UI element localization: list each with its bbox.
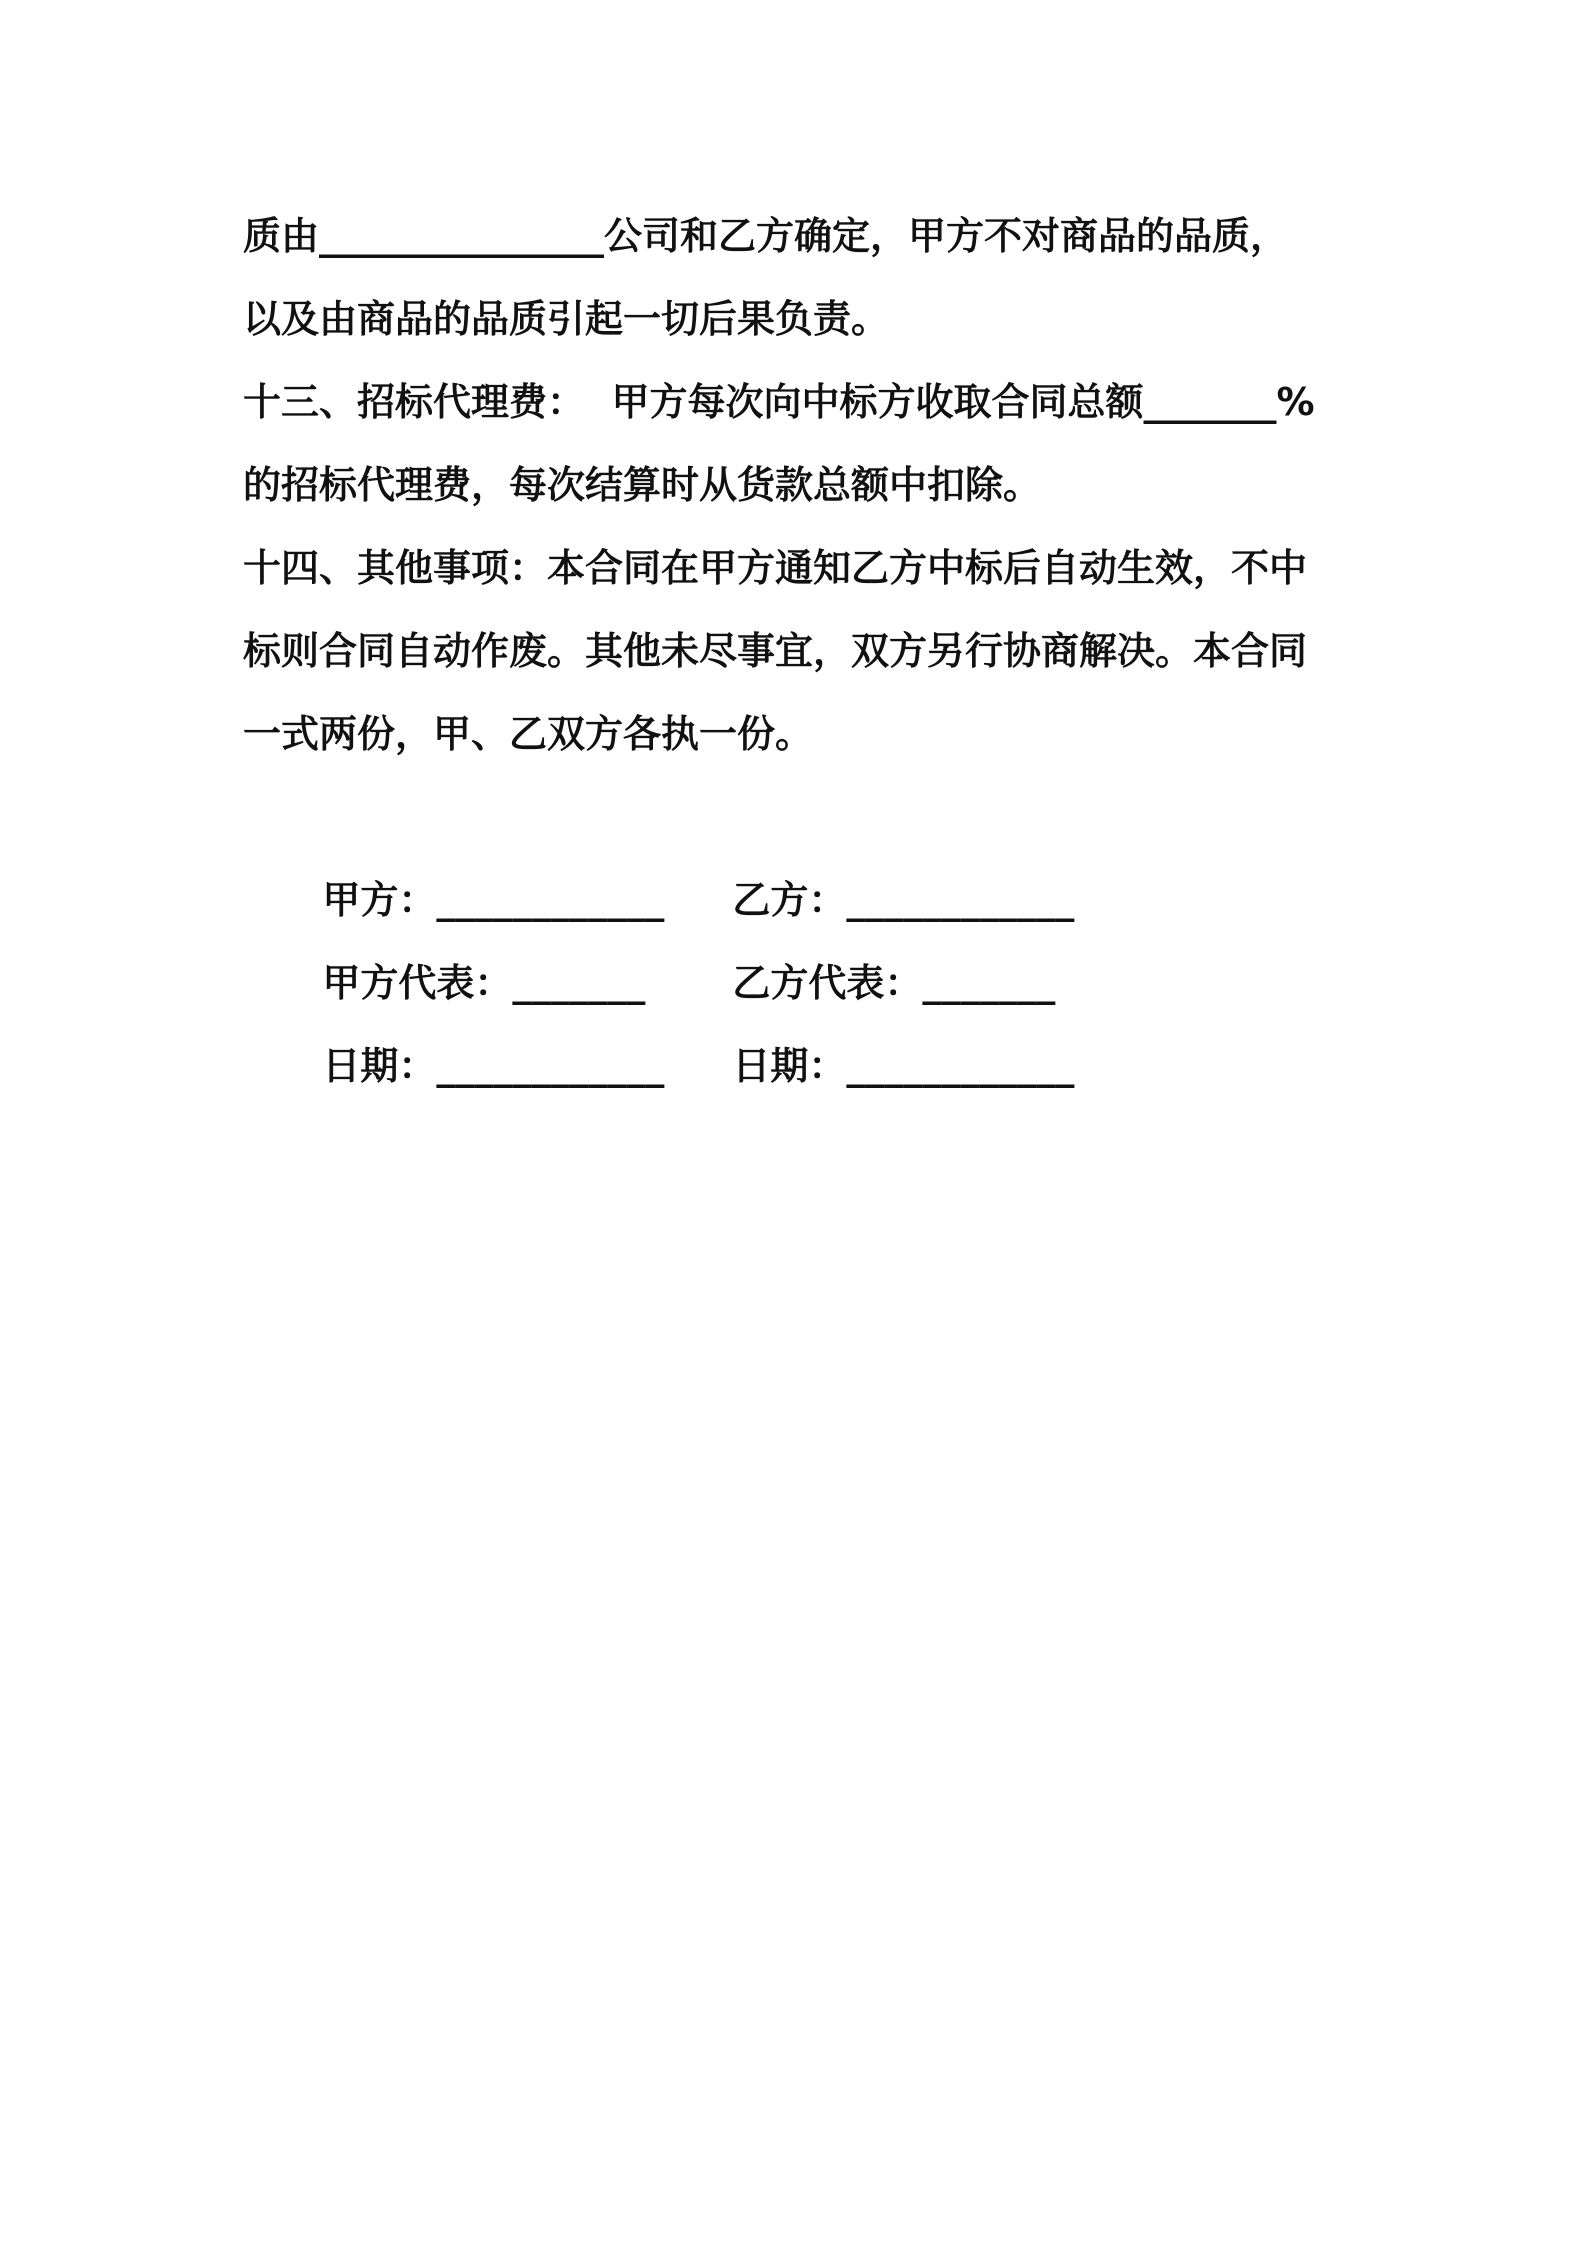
document-body	[243, 195, 1353, 1088]
party-b-date: 日期：____________	[732, 1044, 1075, 1088]
paragraph-line-2: 以及由商品的品质引起一切后果负责。	[243, 297, 890, 341]
party-b-signature: 乙方：____________	[732, 878, 1075, 922]
paragraph-line-6: 标则合同自动作废。其他未尽事宜，双方另行协商解决。本合同	[243, 629, 1308, 673]
party-b-representative: 乙方代表：_______	[732, 961, 1056, 1005]
paragraph-line-4: 的招标代理费，每次结算时从货款总额中扣除。	[243, 463, 1042, 507]
party-a-date: 日期：____________	[322, 1044, 665, 1088]
paragraph-line-5: 十四、其他事项：本合同在甲方通知乙方中标后自动生效，不中	[243, 546, 1308, 590]
paragraph-line-7: 一式两份，甲、乙双方各执一份。	[243, 712, 814, 756]
paragraph-line-1: 质由_______________公司和乙方确定，甲方不对商品的品质，	[243, 214, 1289, 258]
party-a-signature: 甲方：____________	[322, 878, 665, 922]
paragraph-line-3: 十三、招标代理费： 甲方每次向中标方收取合同总额_______%	[243, 380, 1315, 424]
signature-row-party	[243, 776, 1353, 922]
party-a-representative: 甲方代表：_______	[322, 961, 646, 1005]
